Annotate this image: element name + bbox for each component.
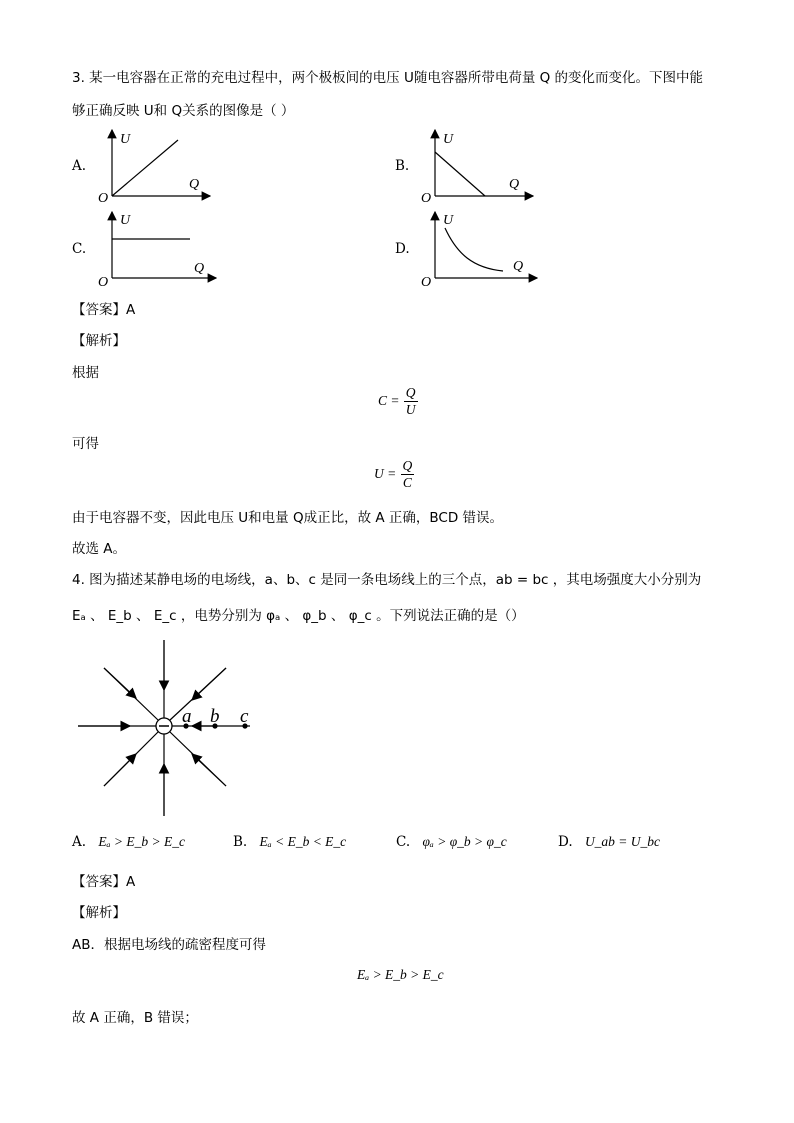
field-arrow-top-left	[104, 668, 136, 698]
q3-graph-d	[415, 208, 545, 290]
q3-formula2	[374, 458, 414, 491]
numerator: Q	[402, 458, 413, 473]
q3-graph-b	[415, 126, 545, 206]
option-label: B.	[233, 834, 248, 850]
q3-analysis-tag: 【解析】	[72, 333, 126, 349]
q4-option-d	[558, 834, 660, 850]
q3-formula1	[378, 385, 418, 418]
option-label: A.	[72, 834, 87, 850]
q4-stem-line1: 4. 图为描述某静电场的电场线，a、b、c 是同一条电场线上的三个点，ab = bc ，其电场强度大小分别为	[72, 572, 702, 588]
option-label: D.	[558, 834, 573, 850]
q4-option-a	[72, 834, 185, 850]
field-arrow-bottom-right	[192, 754, 226, 786]
option-text: φₐ > φ_b > φ_c	[422, 834, 507, 849]
q3-graph-a	[92, 126, 222, 206]
q4-answer-tag: 【答案】A	[72, 874, 136, 890]
q3-option-d-label: D.	[395, 241, 410, 257]
y-axis-label: U	[120, 132, 131, 147]
formula-lhs: U =	[374, 466, 397, 481]
origin-label: O	[421, 191, 432, 206]
q4-analysis-text2: 故 A 正确，B 错误；	[72, 1010, 198, 1026]
field-arrow-top-right	[192, 668, 226, 700]
q4-option-b	[233, 834, 346, 850]
q4-analysis-text1: AB．根据电场线的疏密程度可得	[72, 937, 266, 953]
q4-stem-line2: Eₐ 、 E_b 、 E_c ，电势分别为 φₐ 、 φ_b 、 φ_c 。下列说法正确的是（）	[72, 608, 525, 624]
option-text: Eₐ < E_b < E_c	[259, 834, 347, 849]
q3-answer-tag: 【答案】A	[72, 302, 136, 318]
x-axis-label: Q	[509, 177, 520, 192]
graph-line	[112, 140, 178, 196]
q3-option-a-label: A.	[72, 158, 87, 174]
option-text: Eₐ > E_b > E_c	[98, 834, 185, 849]
field-arrow-bottom-left	[104, 754, 136, 786]
q3-graph-c	[92, 208, 222, 290]
q4-option-c	[396, 834, 507, 850]
numerator: Q	[405, 385, 416, 400]
denominator: U	[405, 402, 416, 417]
q3-analysis-text2: 可得	[72, 436, 99, 452]
y-axis-label: U	[443, 132, 454, 147]
origin-label: O	[98, 275, 109, 290]
q3-option-b-label: B.	[395, 158, 410, 174]
graph-curve	[445, 228, 503, 271]
point-c-label: c	[240, 706, 249, 727]
q3-analysis-text4: 故选 A。	[72, 541, 127, 557]
denominator: C	[402, 475, 412, 490]
q4-field-diagram	[74, 638, 274, 818]
origin-label: O	[98, 191, 109, 206]
q4-analysis-tag: 【解析】	[72, 905, 126, 921]
y-axis-label: U	[120, 213, 131, 228]
q3-analysis-text1: 根据	[72, 365, 99, 381]
point-b-label: b	[210, 706, 220, 727]
q3-stem-line1: 3. 某一电容器在正常的充电过程中，两个极板间的电压 U随电容器所带电荷量 Q 的变化而变化。下图中能	[72, 70, 704, 86]
point-a-label: a	[182, 706, 192, 727]
q3-analysis-text3: 由于电容器不变，因此电压 U和电量 Q成正比，故 A 正确，BCD 错误。	[72, 510, 504, 526]
x-axis-label: Q	[194, 261, 205, 276]
graph-line	[435, 152, 485, 196]
y-axis-label: U	[443, 213, 454, 228]
option-text: U_ab = U_bc	[584, 834, 661, 849]
q3-stem-line2: 够正确反映 U和 Q关系的图像是（ ）	[72, 103, 295, 119]
fraction	[401, 458, 415, 491]
fraction	[404, 385, 418, 418]
q4-formula1: Eₐ > E_b > E_c	[357, 967, 444, 982]
x-axis-label: Q	[513, 259, 524, 274]
origin-label: O	[421, 275, 432, 290]
x-axis-label: Q	[189, 177, 200, 192]
option-label: C.	[396, 834, 411, 850]
q3-option-c-label: C.	[72, 241, 87, 257]
formula-lhs: C =	[378, 393, 400, 408]
